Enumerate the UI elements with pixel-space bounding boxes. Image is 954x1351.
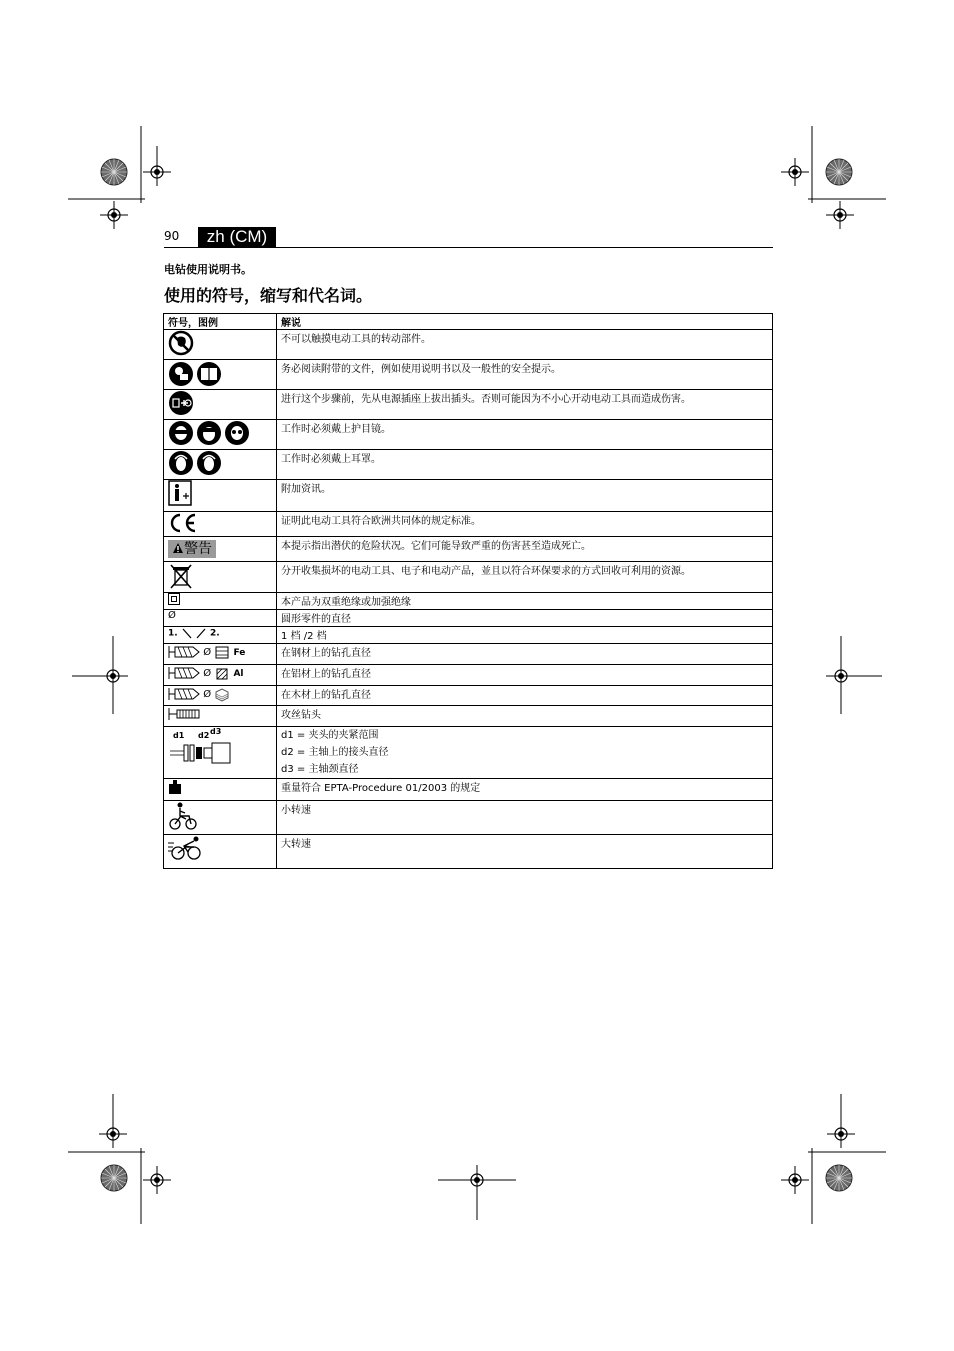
gear-selector-icon	[181, 627, 207, 639]
unplug-icon	[168, 390, 194, 416]
registration-mark-tl2	[100, 201, 128, 229]
row-description: 小转速	[281, 805, 311, 816]
double-insulation-icon	[168, 593, 180, 605]
row-description-line: d3 = 主轴颈直径	[281, 764, 359, 775]
eye-protection-icons	[168, 420, 250, 446]
gear-1-label: 1.	[168, 628, 178, 639]
drill-bit-icon	[168, 644, 200, 660]
warning-label-text: 警告	[184, 541, 212, 557]
row-description: 1 档 /2 档	[281, 631, 327, 642]
language-tag: zh (CM)	[198, 227, 276, 247]
d3-label: d3	[210, 727, 222, 736]
table-row	[164, 627, 773, 644]
gear-2-label: 2.	[209, 628, 220, 639]
no-touch-rotating-parts-icon	[168, 330, 194, 356]
table-row	[164, 665, 773, 686]
row-description: 不可以触摸电动工具的转动部件。	[281, 334, 431, 345]
row-description: 在钢材上的钻孔直径	[281, 648, 371, 659]
table-row	[164, 686, 773, 706]
page-number: 90	[164, 229, 180, 243]
drill-bit-icon	[168, 665, 200, 681]
registration-mark-tl1	[143, 158, 171, 186]
row-description: 分开收集损坏的电动工具、电子和电动产品，並且以符合环保要求的方式回收可利用的资源。	[281, 566, 691, 577]
ear-protection-icon-2	[197, 451, 221, 475]
eye-protection-icon-3	[225, 421, 249, 445]
diameter-symbol: Ø	[203, 689, 212, 700]
eye-protection-icon-2	[197, 421, 221, 445]
table-row	[164, 593, 773, 610]
table-row	[164, 537, 773, 562]
table-row	[164, 330, 773, 360]
diameter-symbol: Ø	[203, 647, 212, 658]
row-description-line: d1 = 夹头的夹紧范围	[281, 730, 379, 741]
diameter-symbol: Ø	[203, 668, 212, 679]
header-rule	[164, 247, 773, 248]
row-description: 本产品为双重绝缘或加强绝缘	[281, 597, 411, 608]
row-description: 攻丝钻头	[281, 710, 321, 721]
wood-material-icon	[214, 686, 230, 702]
registration-mark-br1	[827, 1120, 855, 1148]
row-description: 圆形零件的直径	[281, 614, 351, 625]
table-header-row	[164, 314, 773, 330]
steel-material-icon	[214, 644, 230, 660]
aluminium-material-icon	[214, 665, 230, 681]
row-description: 大转速	[281, 839, 311, 850]
registration-mark-bl1	[99, 1120, 127, 1148]
registration-mark-tr2	[826, 201, 854, 229]
color-wheel-mark-tr	[826, 159, 852, 185]
fast-cyclist-icon	[168, 835, 202, 861]
table-row	[164, 390, 773, 420]
row-description: 本提示指出潜伏的危险状况。它们可能导致严重的伤害甚至造成死亡。	[281, 541, 591, 552]
table-row	[164, 801, 773, 835]
material-label: Al	[233, 669, 244, 679]
info-icon	[168, 480, 192, 506]
table-row	[164, 512, 773, 537]
row-description: 重量符合 EPTA-Procedure 01/2003 的规定	[281, 783, 481, 794]
read-manual-icon	[168, 360, 224, 388]
diameter-symbol: Ø	[168, 610, 176, 621]
color-wheel-mark-bl	[101, 1165, 127, 1191]
row-description: 工作时必须戴上耳罩。	[281, 454, 381, 465]
symbols-table	[163, 313, 773, 869]
table-row	[164, 727, 773, 779]
warning-label	[168, 540, 216, 558]
d1-label: d1	[173, 731, 185, 740]
registration-mark-tr1	[781, 158, 809, 186]
ce-mark-icon	[168, 512, 198, 534]
drill-bit-icon	[168, 686, 200, 702]
ear-protection-icons	[168, 450, 224, 476]
table-row	[164, 779, 773, 801]
row-description: 进行这个步骤前，先从电源插座上拔出插头。否则可能因为不小心开动电动工具而造成伤害。	[281, 394, 691, 405]
chuck-dimensions-icon	[168, 727, 232, 765]
ear-protection-icon-1	[169, 451, 193, 475]
row-description: 务必阅读附带的文件，例如使用说明书以及一般性的安全提示。	[281, 364, 561, 375]
material-label: Fe	[233, 648, 246, 658]
weee-bin-icon	[168, 562, 194, 590]
row-description: 证明此电动工具符合欧洲共同体的规定标准。	[281, 516, 481, 527]
tap-drill-icon	[168, 706, 202, 722]
table-row	[164, 480, 773, 512]
weight-icon	[168, 779, 182, 795]
table-row	[164, 835, 773, 869]
row-description: 附加资讯。	[281, 484, 331, 495]
row-description: 在木材上的钻孔直径	[281, 690, 371, 701]
row-description: 工作时必须戴上护目镜。	[281, 424, 391, 435]
document-subtitle: 电钻使用说明书。	[164, 263, 252, 276]
warning-triangle-icon	[172, 542, 184, 554]
table-row	[164, 420, 773, 450]
registration-mark-bl2	[143, 1166, 171, 1194]
registration-mark-br2	[781, 1166, 809, 1194]
row-description: 在铝材上的钻孔直径	[281, 669, 371, 680]
color-wheel-mark-br	[826, 1165, 852, 1191]
table-row	[164, 562, 773, 593]
row-description-line: d2 = 主轴上的接头直径	[281, 747, 389, 758]
table-row	[164, 360, 773, 390]
section-title: 使用的符号，缩写和代名词。	[164, 286, 373, 305]
table-row	[164, 450, 773, 480]
table-row	[164, 706, 773, 727]
table-row	[164, 610, 773, 627]
eye-protection-icon-1	[169, 421, 193, 445]
table-row	[164, 644, 773, 665]
color-wheel-mark-tl	[101, 159, 127, 185]
header-symbol: 符号，图例	[164, 314, 277, 330]
chuck-drawing	[168, 731, 232, 765]
d2-label: d2	[198, 731, 210, 740]
header-description: 解说	[277, 314, 773, 330]
slow-cyclist-icon	[168, 801, 198, 831]
